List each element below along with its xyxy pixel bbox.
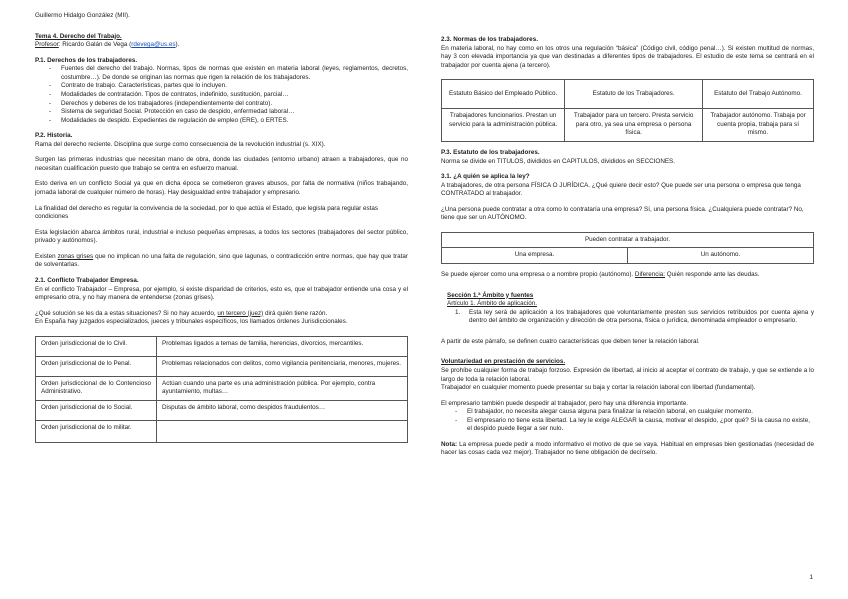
table-header-row [442,80,814,109]
article-text: Esta ley será de aplicación a los trabajadores que voluntariamente presten sus servicios retribuidos por cuenta ajena y dentro del ámbito de organización y dirección de otra persona, física o jurídica, denominada empleador o empresario. [469,308,814,325]
s31-title: 3.1. ¿A quién se aplica la ley? [441,173,530,181]
nota-text: La empresa puede pedir a modo informativo el motivo de que se vaya. Habitual en empresas bien gestionadas (necesidad de hacer las cosas cada vez mejor). Trabajador no tiene obligación de decírselo. [441,440,814,457]
article-block [441,292,814,326]
voluntariedad-title: Voluntariedad en prestación de servicios. [441,358,566,366]
table-row [442,109,814,142]
question-line [35,310,408,319]
order-cell: Orden jurisdiccional de lo Civil. [36,336,157,356]
order-cell: Orden jurisdiccional de lo Contencioso Administrativo. [36,376,157,400]
four-characteristics: A partir de este párrafo, se definen cuatro características que deben tener la relación laboral. [441,337,700,345]
desc-cell: Disputas de ámbito laboral, como despidos fraudulentos… [157,400,408,420]
table-header: Estatuto de los Trabajadores. [565,80,703,109]
p1-list [35,65,408,125]
table-cell: Un autónomo. [628,248,814,264]
list-item: - Modalidades de despido. Expedientes de regulación de empleo (ERE), o ERTES. [61,117,408,126]
question-post: dirá quién tiene razón. [263,309,328,317]
paragraph: Esto deriva en un conflicto Social ya que en dicha época se cometieron graves abusos, por falta de normativa (niños trabajando, jornada laboral de cualquier número de horas). Hay desigualdad entre trabajador y empresario. [35,180,408,196]
table-row [36,420,408,442]
p3-title: P.3. Estatuto de los trabajadores. [441,148,540,156]
article-number: 1. [455,308,461,316]
paragraph: La finalidad del derecho es regular la convivencia de la sociedad, por lo que actúa el Estado, que legisla para regular estas condiciones [35,204,379,221]
profesor-email-link[interactable]: rdevega@us.es [131,41,176,49]
diff-term: Diferencia: [634,271,666,278]
table-cell: Trabajadores funcionarios. Prestan un servicio para la administración pública. [442,109,565,142]
s31-text: A trabajadores, de otra persona FÍSICA O JURÍDICA. ¿Qué quiere decir esto? Que puede ser una persona o empresa que tenga CONTRATADO al trabajador. [441,181,801,198]
para5-post: que no implican no una falta de regulación, sino que lagunas, o contradicción entre normas, que hay que tratar de solventarlas. [35,252,408,269]
table-header: Estatuto Básico del Empleado Público. [442,80,565,109]
desc-cell: Problemas ligados a temas de familia, herencias, divorcios, mercantiles. [157,336,408,356]
tercero-term: un tercero (juez) [217,309,264,317]
author-line: Guillermo Hidalgo González (MII). [35,12,130,19]
profesor-name: : Ricardo Galán de Vega ( [58,41,132,49]
table-cell: Trabajador autónomo. Trabaja por cuenta propia, trabaja para sí mismo. [703,109,814,142]
list-item: - El empresario no tiene esta libertad. La ley le exige ALEGAR la causa, motivar el despido, ¿por qué? Si la causa no existe, el despido puede llegar a ser nulo. [467,417,814,434]
para5-pre: Existen [35,252,58,260]
desc-cell [157,420,408,442]
article-paragraph [447,309,814,326]
p3-text: Norma se divide en TITULOS, divididos en CAPITULOS, divididos en SECCIONES. [441,157,676,165]
s23-title: 2.3. Normas de los trabajadores. [441,36,538,43]
table-row [36,376,408,400]
p2-title: P.2. Historia. [35,132,73,140]
tema-title: Tema 4. Derecho del Trabajo. [35,32,122,40]
zonas-grises-term: zonas grises [57,252,94,260]
table-cell: Trabajador para un tercero. Presta servicio para otro, ya sea una empresa o persona física. [565,109,703,142]
order-cell: Orden jurisdiccional de lo militar. [36,420,157,442]
table-header-row [442,232,814,248]
voluntariedad-text: Se prohíbe cualquier forma de trabajo forzoso. Expresión de libertad, al inicio al aceptar el contrato de trabajo, y que se extiende a lo largo de toda la relación laboral. [441,366,814,383]
p2-text: Rama del derecho reciente. Disciplina que surge como consecuencia de la revolución industrial (s. XIX). [35,140,326,148]
nota-paragraph [441,441,814,458]
empresario-text: El empresario también puede despedir al trabajador, pero hay una diferencia importante. [441,399,689,407]
list-item: - Sistema de seguridad Social. Protección en caso de despido, enfermedad laboral… [61,108,408,117]
p1-title: P.1. Derechos de los trabajadores. [35,56,138,64]
difference-line [441,271,814,280]
question-pre: ¿Qué solución se les da a estas situaciones? Si no hay acuerdo, [35,309,218,317]
empresario-list [441,408,814,434]
paragraph: Esta legislación abarca ámbitos rural, industrial e incluso pequeñas empresas, a todos los sectores (trabajadores del sector público, privado y autónomos). [35,228,408,245]
statutes-table [441,79,814,142]
diff-post: Quién responde ante las deudas. [665,271,760,278]
list-item: - Fuentes del derecho del trabajo. Normas, tipos de normas que existen en materia laboral (leyes, reglamentos, decretos, costumbre…). De donde se originan las normas que rigen la relación de los trabajadores. [61,65,408,82]
profesor-line [35,41,408,50]
page-number: 1 [809,574,813,582]
table-cell: Una empresa. [442,248,628,264]
left-column [35,12,408,443]
list-item: - Derechos y deberes de los trabajadores (independientemente del contrato). [61,100,408,109]
table-row [442,248,814,264]
paragraph: Surgen las primeras industrias que necesitan mano de obra, donde las ciudades (entorno urbano) atraen a trabajadores, que no necesitan cualificación puesto que trabajo se centra en esfuerzo manual. [35,156,408,172]
table-row [36,336,408,356]
nota-label: Nota: [441,440,458,448]
diff-pre: Se puede ejercer como una empresa o a nombre propio (autónomo). [441,271,635,278]
table-row [36,356,408,376]
profesor-end: ). [175,41,180,49]
table-row [36,400,408,420]
s31-question: ¿Una persona puede contratar a otra como lo contrataría una empresa? Sí, una persona física. ¿Cualquiera puede contratar? No, tiene que ser un AUTÓNOMO. [441,205,804,222]
table-header: Estatuto del Trabajo Autónomo. [703,80,814,109]
desc-cell: Problemas relacionados con delitos, como vigilancia penitenciaria, menores, mujeres. [157,356,408,376]
paragraph [35,253,408,270]
desc-cell: Actúan cuando una parte es una administración pública. Por ejemplo, contra ayuntamiento, multas… [157,376,408,400]
spain-text: En España hay juzgados especializados, jueces y tribunales específicos, los llamados órdenes Jurisdiccionales. [35,318,348,326]
list-item: - El trabajador, no necesita alegar causa alguna para finalizar la relación laboral, en cualquier momento. [467,408,814,417]
profesor-label: Profesor [35,41,59,49]
section-title: Sección 1.ª Ámbito y fuentes [447,291,534,299]
table-header: Pueden contratar a trabajador. [442,232,814,248]
right-column [441,12,814,458]
order-cell: Orden jurisdiccional de lo Penal. [36,356,157,376]
voluntariedad-text-2: Trabajador en cualquier momento puede presentar su baja y cortar la relación laboral con libertad (fundamental). [441,384,756,392]
article-title: Artículo 1. Ámbito de aplicación. [447,300,537,308]
hire-table [441,232,814,264]
list-item: - Modalidades de contratación. Tipos de contratos, indefinido, sustitución, parcial… [61,91,408,100]
s21-text: En el conflicto Trabajador – Empresa, por ejemplo, si existe disparidad de criterios, esto es, que el trabajador entiende una cosa y el empresario otra, y no hay manera de entenderse (zonas grises). [35,285,408,302]
list-item: - Contrato de trabajo. Características, partes que lo incluyen. [61,82,408,91]
jurisdiction-table [35,336,408,443]
s21-title: 2.1. Conflicto Trabajador Empresa. [35,276,139,284]
order-cell: Orden jurisdiccional de lo Social. [36,400,157,420]
s23-text: En materia laboral, no hay como en los otros una regulación “básica” (Código civil, código penal…). Si existen multitud de normas, hay 3 con elevada importancia ya que van destinadas a diferentes tipos de trabajadores. El estudio de este tema se centrará en el trabajador por cuenta ajena (a tercero). [441,44,814,69]
